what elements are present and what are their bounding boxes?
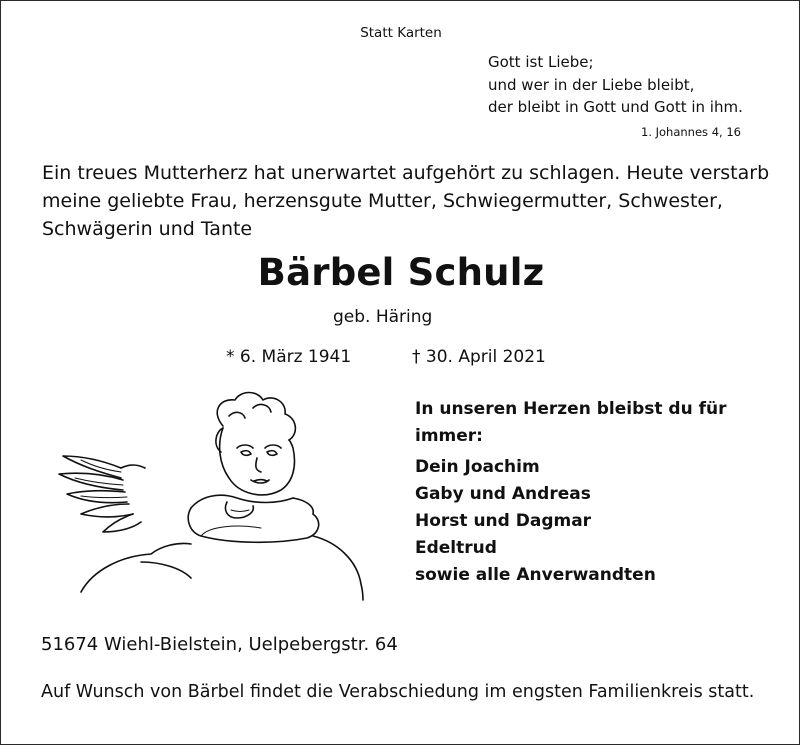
bible-verse — [488, 51, 743, 119]
verse-line: Gott ist Liebe; — [488, 53, 594, 71]
intro-line: Schwägerin und Tante — [42, 218, 253, 240]
mourner-name: sowie alle Anverwandten — [415, 565, 656, 585]
mourner-name: Edeltrud — [415, 538, 497, 558]
death-date: † 30. April 2021 — [412, 347, 546, 367]
closing-line: In unseren Herzen bleibst du für — [415, 399, 727, 419]
intro-line: meine geliebte Frau, herzensgute Mutter, Schwiegermutter, Schwester, — [42, 190, 723, 212]
birth-date: * 6. März 1941 — [226, 347, 352, 367]
deceased-name: Bärbel Schulz — [257, 251, 545, 294]
intro-text — [42, 159, 769, 243]
verse-line: der bleibt in Gott und Gott in ihm. — [488, 98, 743, 116]
verse-line: und wer in der Liebe bleibt, — [488, 75, 695, 94]
mourner-name: Gaby und Andreas — [415, 484, 591, 504]
intro-line: Ein treues Mutterherz hat unerwartet aufgehört zu schlagen. Heute verstarb — [42, 162, 770, 184]
mourners-list — [415, 396, 726, 589]
address: 51674 Wiehl-Bielstein, Uelpebergstr. 64 — [41, 634, 398, 655]
statt-karten-label: Statt Karten — [360, 25, 442, 41]
closing-line: immer: — [415, 426, 483, 446]
born-name: geb. Häring — [333, 307, 433, 327]
verse-reference: 1. Johannes 4, 16 — [641, 125, 741, 139]
mourner-name: Dein Joachim — [415, 457, 540, 477]
footer-note: Auf Wunsch von Bärbel findet die Verabschiedung im engsten Familienkreis statt. — [41, 682, 755, 702]
cherub-angel-drawing-icon — [41, 386, 386, 601]
mourner-name: Horst und Dagmar — [415, 511, 592, 531]
